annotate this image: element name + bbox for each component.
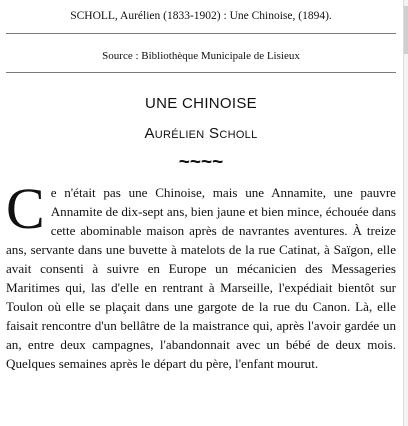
- story-author: Aurélien Scholl: [144, 125, 258, 142]
- scrollbar-thumb[interactable]: [404, 6, 408, 54]
- ornament-separator: ~~~~: [178, 152, 224, 173]
- paragraph-text: e n'était pas une Chinoise, mais une Annamite, une pauvre Annamite de dix-sept ans, bien jaune et bien mince, échouée dans cette abominable maison après de navrantes aventures. À treize ans, servante dans une buvette à matelots de la rue Catinat, à Saïgon, elle avait consenti à suivre en Europe un mécanicien des Messageries Maritimes qui, las d'elle en rentrant à Marseille, l'expédiait bientôt sur Toulon où elle se plaçait dans une gargote de la rue du Canon. Là, elle faisait rencontre d'un bellâtre de la maistrance qui, après l'avoir gardée un an, entre deux campagnes, l'abandonnait avec un bébé de deux mois. Quelques semaines après le départ du père, l'enfant mourut.: [6, 185, 396, 371]
- source-line: Source : Bibliothèque Municipale de Lisieux: [102, 50, 300, 62]
- source-divider: [6, 72, 396, 73]
- document-page: [6, 0, 396, 373]
- first-paragraph: [6, 176, 396, 373]
- drop-cap: C: [6, 176, 45, 241]
- header-divider: [6, 33, 396, 34]
- story-title: UNE CHINOISE: [145, 95, 257, 112]
- vertical-scrollbar[interactable]: [403, 0, 408, 426]
- bibliographic-line: SCHOLL, Aurélien (1833-1902) : Une Chinoise, (1894).: [70, 10, 332, 22]
